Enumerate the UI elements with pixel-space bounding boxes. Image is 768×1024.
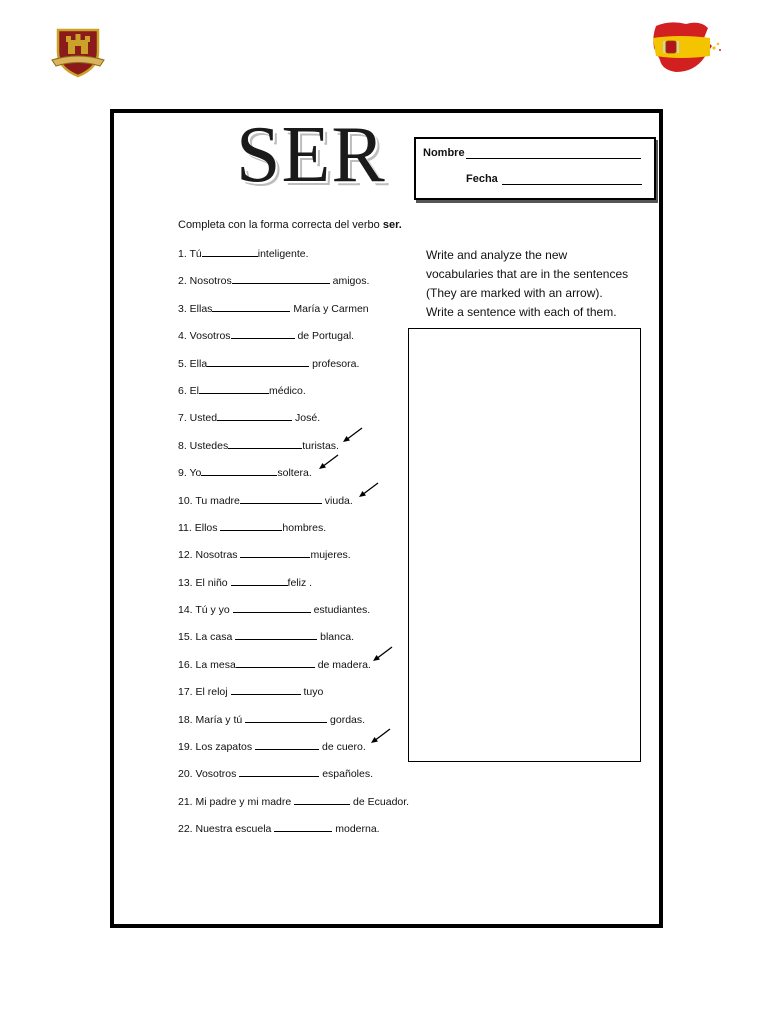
exercise-prompt: 2. Nosotros (178, 275, 232, 288)
exercise-prompt: 18. María y tú (178, 713, 246, 726)
vocabulary-instruction-line: (They are marked with an arrow). (426, 286, 603, 300)
exercise-item (178, 521, 409, 548)
exercise-prompt: 21. Mi padre y mi madre (178, 795, 295, 808)
exercise-prompt: 9. Yo (178, 467, 202, 480)
exercise-item (178, 603, 409, 630)
exercise-prompt: 20. Vosotros (178, 768, 240, 781)
exercise-ending: hombres. (282, 521, 327, 534)
exercise-prompt: 5. Ella (178, 357, 208, 370)
exercise-item (178, 658, 409, 685)
exercise-prompt: 6. El (178, 384, 200, 397)
worksheet-title: SER (236, 111, 386, 199)
vocabulary-instruction-line: vocabularies that are in the sentences (426, 267, 629, 281)
exercise-item (178, 740, 409, 767)
exercise-prompt: 3. Ellas (178, 302, 213, 315)
exercise-ending: profesora. (309, 357, 360, 370)
exercise-ending: amigos. (329, 275, 370, 288)
exercise-item (178, 302, 409, 329)
exercise-blank[interactable] (231, 576, 288, 586)
exercise-blank[interactable] (199, 384, 269, 394)
vocabulary-answer-box[interactable] (408, 328, 641, 762)
exercise-item (178, 411, 409, 438)
date-label: Fecha (466, 173, 498, 185)
exercise-blank[interactable] (233, 603, 311, 613)
arrow-icon (318, 454, 340, 470)
exercise-prompt: 14. Tú y yo (178, 604, 233, 617)
date-row (466, 173, 642, 185)
exercise-blank[interactable] (274, 822, 332, 832)
name-field[interactable] (466, 148, 641, 159)
spain-flag-map-icon (650, 18, 724, 76)
date-field[interactable] (502, 174, 642, 185)
instructions-prefix: Completa con la forma correcta del verbo (178, 219, 383, 231)
exercise-ending: turistas. (302, 439, 339, 452)
exercise-item (178, 357, 409, 384)
exercise-prompt: 10. Tu madre (178, 494, 240, 507)
exercise-item (178, 439, 409, 466)
exercise-prompt: 17. El reloj (178, 686, 231, 699)
exercise-prompt: 15. La casa (178, 631, 236, 644)
exercise-ending: españoles. (319, 768, 374, 781)
exercise-item (178, 795, 409, 822)
exercise-list (178, 247, 409, 850)
school-crest-icon (50, 26, 106, 78)
exercise-blank[interactable] (207, 357, 309, 367)
exercise-blank[interactable] (255, 740, 319, 750)
exercise-item (178, 576, 409, 603)
exercise-ending: estudiantes. (310, 604, 371, 617)
exercise-blank[interactable] (202, 247, 258, 257)
exercise-ending: viuda. (321, 494, 353, 507)
arrow-icon (342, 427, 364, 443)
name-row (423, 147, 641, 159)
exercise-ending: moderna. (332, 823, 380, 836)
exercise-blank[interactable] (201, 466, 277, 476)
exercise-prompt: 13. El niño (178, 576, 231, 589)
exercise-item (178, 329, 409, 356)
exercise-blank[interactable] (217, 411, 292, 421)
exercise-ending: de cuero. (319, 741, 366, 754)
exercise-blank[interactable] (228, 439, 302, 449)
arrow-icon (372, 646, 394, 662)
exercise-item (178, 822, 409, 849)
exercise-ending: blanca. (317, 631, 354, 644)
arrow-icon (358, 482, 380, 498)
vocabulary-instructions (426, 246, 656, 322)
exercise-item (178, 384, 409, 411)
exercise-blank[interactable] (231, 685, 301, 695)
name-label: Nombre (423, 147, 465, 159)
exercise-ending: médico. (269, 384, 306, 397)
exercise-prompt: 4. Vosotros (178, 330, 231, 343)
exercise-blank[interactable] (231, 329, 295, 339)
exercise-blank[interactable] (240, 494, 322, 504)
exercise-blank[interactable] (240, 548, 310, 558)
exercise-blank[interactable] (220, 521, 282, 531)
exercise-item (178, 685, 409, 712)
exercise-prompt: 1. Tú (178, 248, 202, 260)
exercise-prompt: 22. Nuestra escuela (178, 823, 275, 836)
vocabulary-instruction-line: Write a sentence with each of them. (426, 305, 617, 319)
exercise-ending: de madera. (314, 658, 371, 671)
exercise-ending: tuyo (300, 686, 324, 699)
exercise-item (178, 494, 409, 521)
exercise-blank[interactable] (239, 767, 319, 777)
exercise-ending: inteligente. (257, 248, 309, 260)
exercise-item (178, 247, 409, 274)
exercise-blank[interactable] (236, 658, 315, 668)
instructions-verb: ser. (382, 219, 402, 231)
vocabulary-instruction-line: Write and analyze the new (426, 248, 568, 262)
exercise-blank[interactable] (294, 795, 350, 805)
exercise-item (178, 548, 409, 575)
exercise-ending: de Portugal. (294, 330, 355, 343)
exercise-ending: de Ecuador. (350, 795, 410, 808)
exercise-item (178, 767, 409, 794)
exercise-ending: mujeres. (310, 549, 351, 562)
exercise-prompt: 12. Nosotras (178, 549, 241, 562)
exercise-ending: José. (292, 412, 321, 425)
worksheet-frame (110, 109, 663, 928)
name-date-box (414, 137, 656, 200)
instructions (178, 219, 402, 231)
exercise-prompt: 16. La mesa (178, 658, 236, 671)
exercise-blank[interactable] (245, 713, 327, 723)
arrow-icon (370, 728, 392, 744)
exercise-item (178, 274, 409, 301)
exercise-ending: soltera. (277, 467, 312, 480)
exercise-ending: gordas. (327, 713, 366, 726)
exercise-blank[interactable] (235, 630, 317, 640)
exercise-ending: feliz . (287, 576, 313, 589)
exercise-prompt: 19. Los zapatos (178, 741, 256, 754)
exercise-prompt: 11. Ellos (178, 521, 221, 534)
exercise-blank[interactable] (212, 302, 290, 312)
exercise-prompt: 7. Usted (178, 412, 218, 425)
exercise-ending: María y Carmen (290, 302, 369, 315)
exercise-blank[interactable] (232, 274, 330, 284)
exercise-prompt: 8. Ustedes (178, 439, 229, 452)
